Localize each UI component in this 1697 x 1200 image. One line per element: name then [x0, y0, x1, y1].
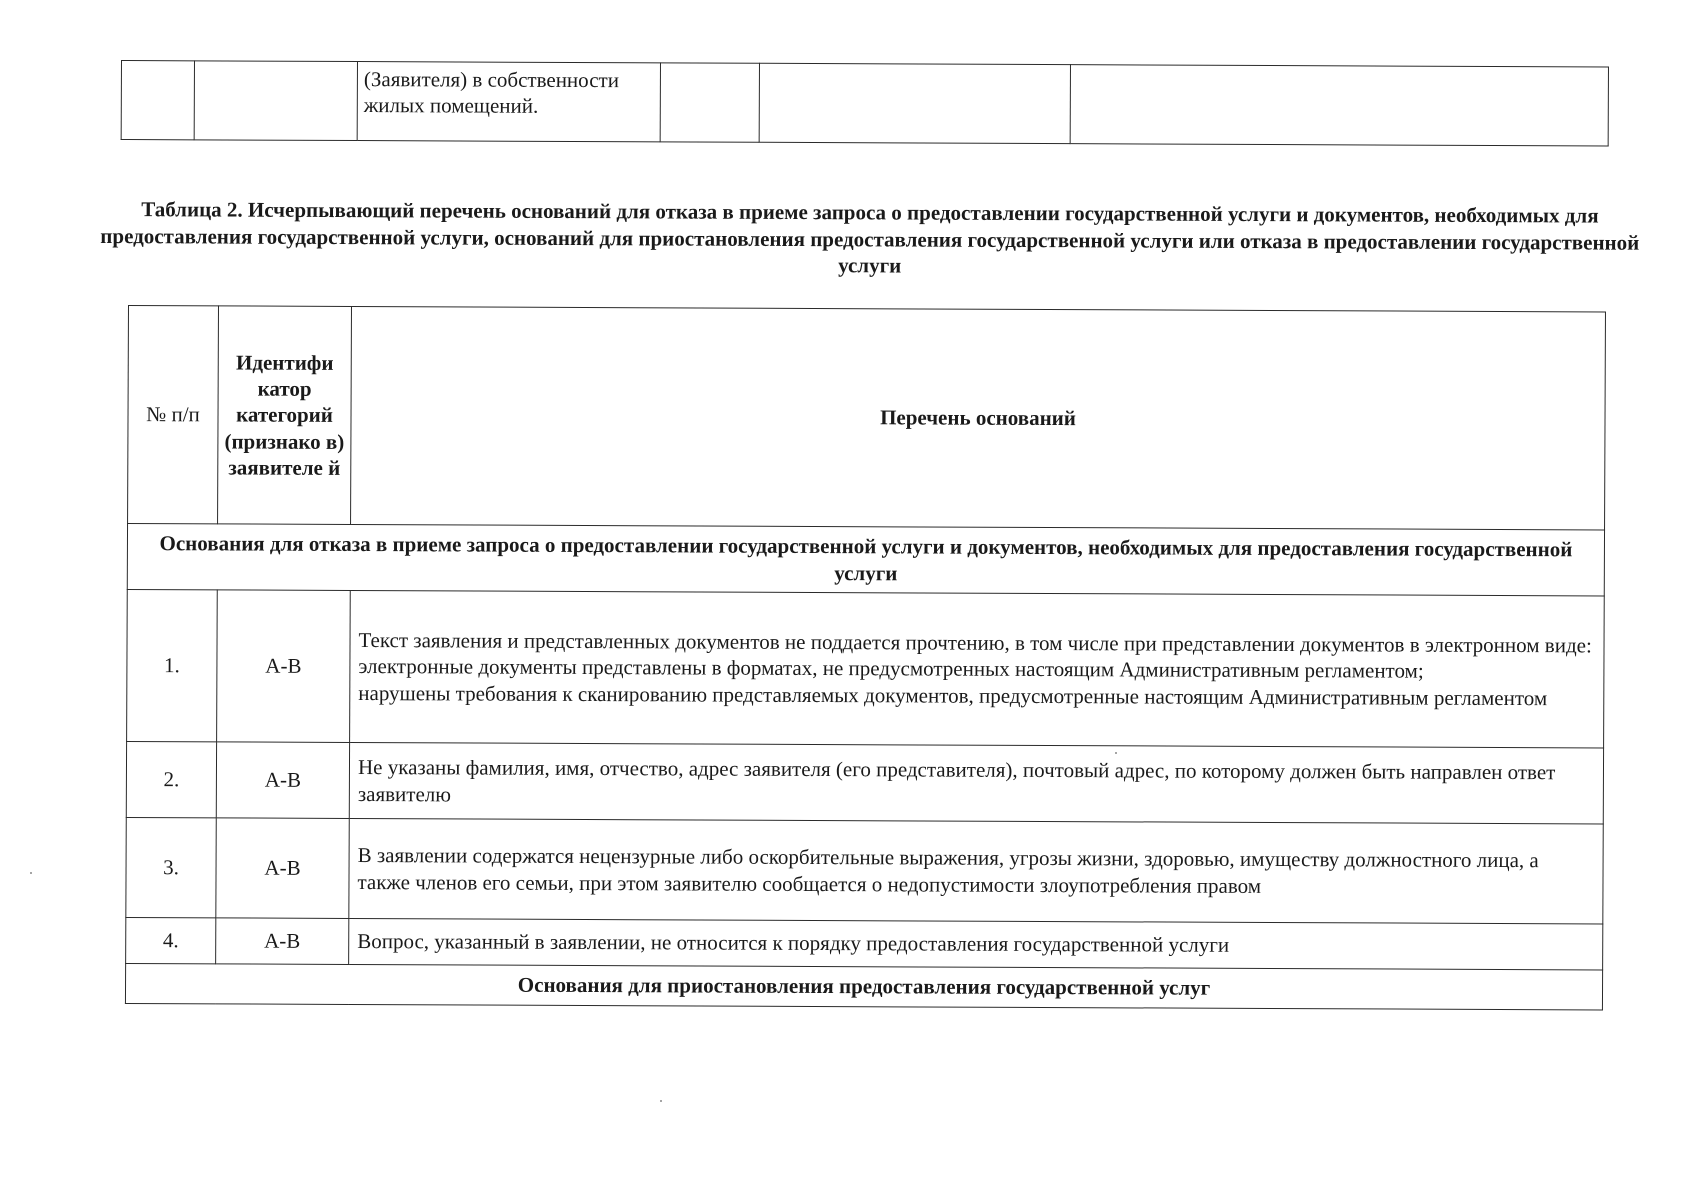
- prev-cell-3: (Заявителя) в собственности жилых помещений.: [357, 62, 660, 142]
- header-identifier: Идентифи катор категорий (признако в) заявителе й: [218, 306, 352, 525]
- row-num: 4.: [126, 917, 216, 963]
- prev-cell-1: [121, 61, 194, 140]
- row-identifier: А-В: [216, 918, 349, 965]
- row-text: Вопрос, указанный в заявлении, не относится к порядку предоставления государственной услуги: [349, 918, 1603, 969]
- grounds-table: [125, 305, 1606, 1010]
- table-title: Таблица 2. Исчерпывающий перечень оснований для отказа в приеме запроса о предоставлении государственной услуги и документов, необходимых для предоставления государственной услуги, оснований для приостановления предоставления государственной услуги или отказа в предоставлении государственной услуги: [100, 197, 1640, 278]
- table-row: [126, 817, 1603, 923]
- row-num: 2.: [126, 741, 216, 817]
- header-list: Перечень оснований: [351, 306, 1606, 529]
- header-num: № п/п: [128, 306, 219, 524]
- row-identifier: А-В: [216, 818, 349, 919]
- row-identifier: А-В: [216, 742, 349, 819]
- table-header-row: [128, 306, 1606, 530]
- section-row-suspension: [125, 963, 1602, 1009]
- prev-cell-5: [759, 63, 1070, 143]
- prev-cell-4: [660, 63, 759, 142]
- prev-cell-6: [1070, 65, 1608, 146]
- row-num: 3.: [126, 817, 216, 917]
- row-text: В заявлении содержатся нецензурные либо оскорбительные выражения, угрозы жизни, здоровью, имуществу должностного лица, а также членов его семьи, при этом заявителю сообщается о недопустимости злоупотребления правом: [349, 818, 1603, 923]
- table-row: [126, 917, 1603, 969]
- row-num: 1.: [127, 589, 218, 741]
- row-text: Не указаны фамилия, имя, отчество, адрес заявителя (его представителя), почтовый адрес, по которому должен быть направлен ответ заявителю: [349, 742, 1603, 823]
- prev-cell-2: [194, 61, 357, 141]
- scan-speck: [660, 1100, 662, 1102]
- scan-speck: [30, 872, 32, 874]
- scan-speck: [1115, 752, 1117, 754]
- row-identifier: А-В: [217, 590, 351, 743]
- section-heading: Основания для отказа в приеме запроса о предоставлении государственной услуги и документов, необходимых для предоставления государственной услуги: [127, 524, 1604, 596]
- row-text: Текст заявления и представленных документов не поддается прочтению, в том числе при представлении документов в электронном виде: электронные документы представлены в форматах, не предусмотренных настоящим Административным регламентом; нарушены требования к сканированию представляемых документов, предусмотренные настоящим Административным регламентом: [350, 590, 1605, 747]
- table-row: [127, 589, 1605, 747]
- table-row: [126, 741, 1603, 823]
- previous-table-fragment: [121, 60, 1609, 146]
- section-heading: Основания для приостановления предоставления государственной услуг: [125, 963, 1602, 1009]
- section-row-refusal: [127, 524, 1604, 596]
